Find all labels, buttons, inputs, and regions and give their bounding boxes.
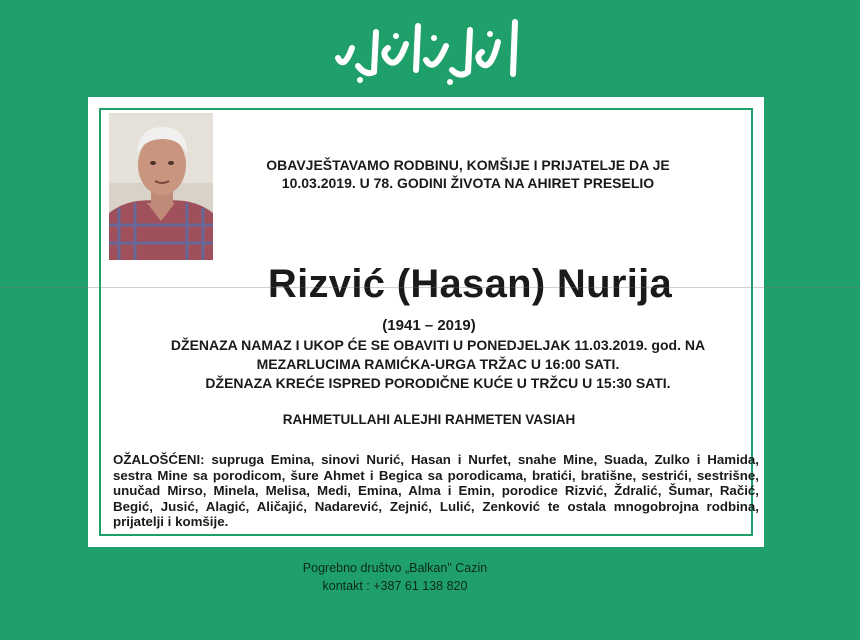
life-years: (1941 – 2019): [382, 317, 476, 334]
mourners-list: OŽALOŠĆENI: supruga Emina, sinovi Nurić, Hasan i Nurfet, snahe Mine, Suada, Zulko i Hamida, sestra Mine sa porodicom, šure Ahmet i Begica sa porodicama, bratići, bratišne, sestrići, sestrišne, unučad Mirso, Minela, Melisa, Medi, Emina, Alma i Emin, porodice Rizvić, Ždralić, Šumar, Račić, Begić, Jusić, Alagić, Aličajić, Nadarević, Zejnić, Lulić, Zenković te ostala mnogobrojna rodbina, prijatelji i komšije.: [113, 452, 759, 529]
intro-text: [233, 156, 703, 192]
arabic-calligraphy-icon: [330, 12, 530, 92]
funeral-details: [123, 336, 753, 393]
funeral-company-footer: [230, 559, 560, 595]
company-name: Pogrebno društvo „Balkan" Cazin: [302, 561, 488, 575]
intro-line-1: OBAVJEŠTAVAMO RODBINU, KOMŠIJE I PRIJATELJE DA JE: [266, 157, 670, 173]
company-contact: kontakt : +387 61 138 820: [322, 579, 468, 593]
deceased-name: Rizvić (Hasan) Nurija: [267, 262, 673, 306]
deceased-photo: [109, 113, 213, 260]
scan-artifact-line: [0, 287, 860, 288]
intro-line-2: 10.03.2019. U 78. GODINI ŽIVOTA NA AHIRET PRESELIO: [281, 175, 655, 191]
funeral-line-2: MEZARLUCIMA RAMIĆKA-URGA TRŽAC U 16:00 SATI.: [256, 356, 620, 372]
prayer-text: RAHMETULLAHI ALEJHI RAHMETEN VASIAH: [282, 412, 576, 427]
funeral-line-1: DŽENAZA NAMAZ I UKOP ĆE SE OBAVITI U PONEDJELJAK 11.03.2019. god. NA: [170, 337, 706, 353]
notice-card: [90, 99, 762, 545]
funeral-line-3: DŽENAZA KREĆE ISPRED PORODIČNE KUĆE U TRŽCU U 15:30 SATI.: [205, 375, 671, 391]
